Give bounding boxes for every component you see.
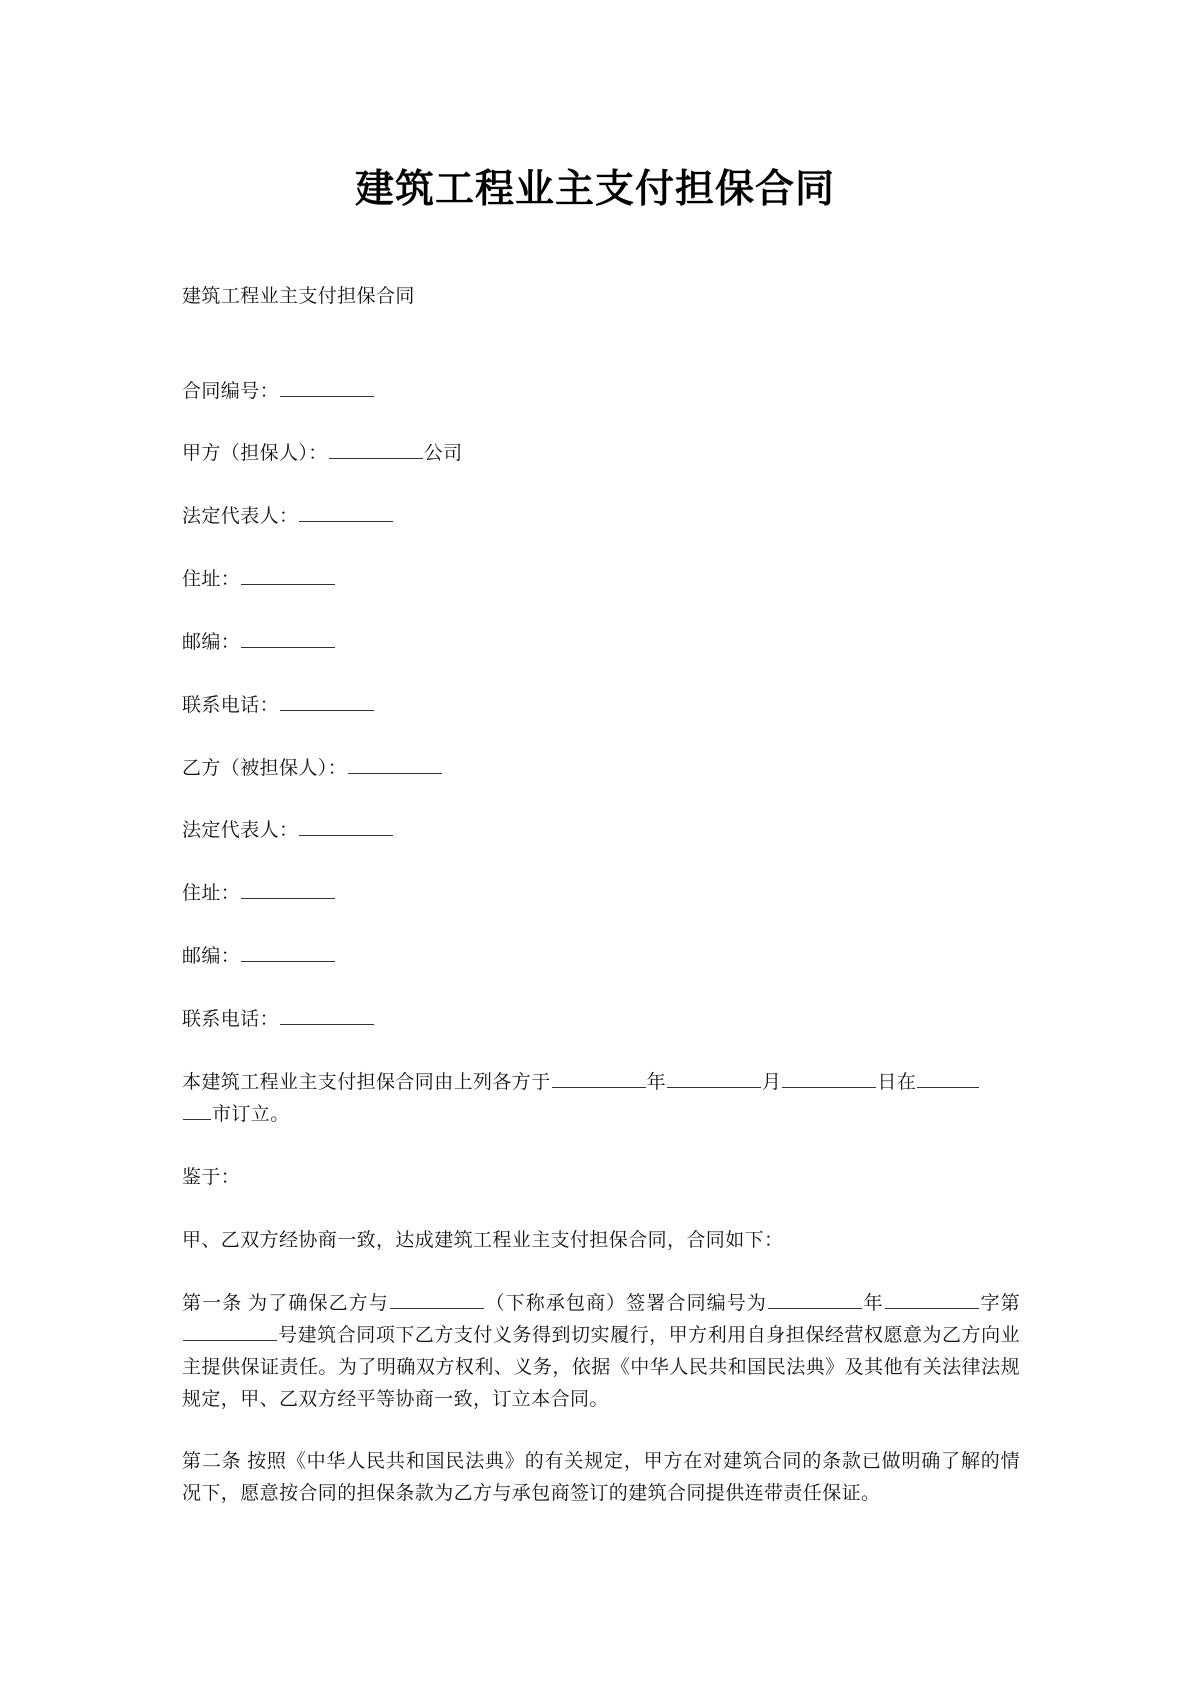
blank-party-b-postcode[interactable] (241, 941, 335, 962)
blank-day[interactable] (782, 1067, 876, 1088)
field-party-b-address (182, 878, 336, 910)
city-suffix: 市订立。 (212, 1104, 290, 1125)
whereas-heading: 鉴于： (182, 1167, 241, 1188)
blank-year[interactable] (552, 1067, 646, 1088)
article-1-text: 字第 (979, 1293, 1020, 1314)
blank-contract-number[interactable] (280, 376, 374, 397)
signing-statement (182, 1067, 1020, 1131)
blank-contractor[interactable] (390, 1288, 484, 1309)
field-suffix: 公司 (423, 443, 463, 464)
blank-contract-no[interactable] (183, 1320, 277, 1341)
field-party-b-representative (182, 815, 394, 847)
field-label: 联系电话： (182, 1009, 280, 1030)
article-1-text: 号建筑合同项下乙方支付义务得到切实履行，甲方利用自身担保经营权愿意为乙方向业主提供保证责任。为了明确双方权利、义务，依据《中华人民共和国民法典》及其他有关法律法规规定，甲、乙双方经平等协商一致，订立本合同。 (182, 1325, 1020, 1410)
field-party-a-representative (182, 501, 394, 533)
blank-party-a-address[interactable] (241, 564, 335, 585)
field-party-b-phone (182, 1004, 375, 1036)
blank-city-part1[interactable] (917, 1067, 979, 1088)
field-label: 联系电话： (182, 695, 280, 716)
blank-city-part2[interactable] (183, 1099, 211, 1120)
blank-month[interactable] (667, 1067, 761, 1088)
day-label: 日在 (877, 1072, 917, 1093)
field-label: 法定代表人： (182, 506, 299, 527)
field-label: 合同编号： (182, 381, 280, 402)
article-1-heading: 第一条 (182, 1293, 243, 1314)
field-party-b (182, 753, 443, 785)
field-label: 住址： (182, 569, 241, 590)
field-label: 乙方（被担保人）： (182, 758, 348, 779)
field-party-a-postcode (182, 627, 336, 659)
field-contract-number (182, 376, 375, 408)
blank-party-a-name[interactable] (329, 438, 423, 459)
article-1-text: 为了确保乙方与 (248, 1293, 389, 1314)
article-1-text: 年 (862, 1293, 884, 1314)
year-label: 年 (646, 1072, 667, 1093)
blank-party-b-phone[interactable] (280, 1004, 374, 1025)
blank-contract-year[interactable] (768, 1288, 862, 1309)
field-party-a (182, 438, 463, 470)
article-1-text: （下称承包商）签署合同编号为 (484, 1293, 767, 1314)
field-label: 邮编： (182, 632, 241, 653)
field-party-a-phone (182, 690, 375, 722)
document-title: 建筑工程业主支付担保合同 (354, 168, 835, 211)
article-2-text: 按照《中华人民共和国民法典》的有关规定，甲方在对建筑合同的条款已做明确了解的情况下，愿意按合同的担保条款为乙方与承包商签订的建筑合同提供连带责任保证。 (182, 1451, 1021, 1504)
field-party-a-address (182, 564, 336, 596)
article-2 (182, 1446, 1020, 1510)
field-party-b-postcode (182, 941, 336, 973)
blank-contract-prefix[interactable] (885, 1288, 979, 1309)
blank-party-b-address[interactable] (241, 878, 335, 899)
field-label: 甲方（担保人）： (182, 443, 328, 464)
article-2-heading: 第二条 (182, 1451, 242, 1472)
blank-party-b-representative[interactable] (299, 815, 393, 836)
month-label: 月 (762, 1072, 782, 1093)
blank-party-b-name[interactable] (348, 753, 442, 774)
field-label: 法定代表人： (182, 820, 299, 841)
document-subtitle: 建筑工程业主支付担保合同 (182, 286, 415, 307)
article-1 (182, 1288, 1020, 1416)
field-label: 邮编： (182, 946, 241, 967)
blank-party-a-postcode[interactable] (241, 627, 335, 648)
field-label: 住址： (182, 883, 241, 904)
signing-prefix: 本建筑工程业主支付担保合同由上列各方于 (182, 1072, 551, 1093)
blank-party-a-phone[interactable] (280, 690, 374, 711)
blank-party-a-representative[interactable] (299, 501, 393, 522)
agreement-statement: 甲、乙双方经协商一致，达成建筑工程业主支付担保合同，合同如下： (182, 1230, 784, 1251)
